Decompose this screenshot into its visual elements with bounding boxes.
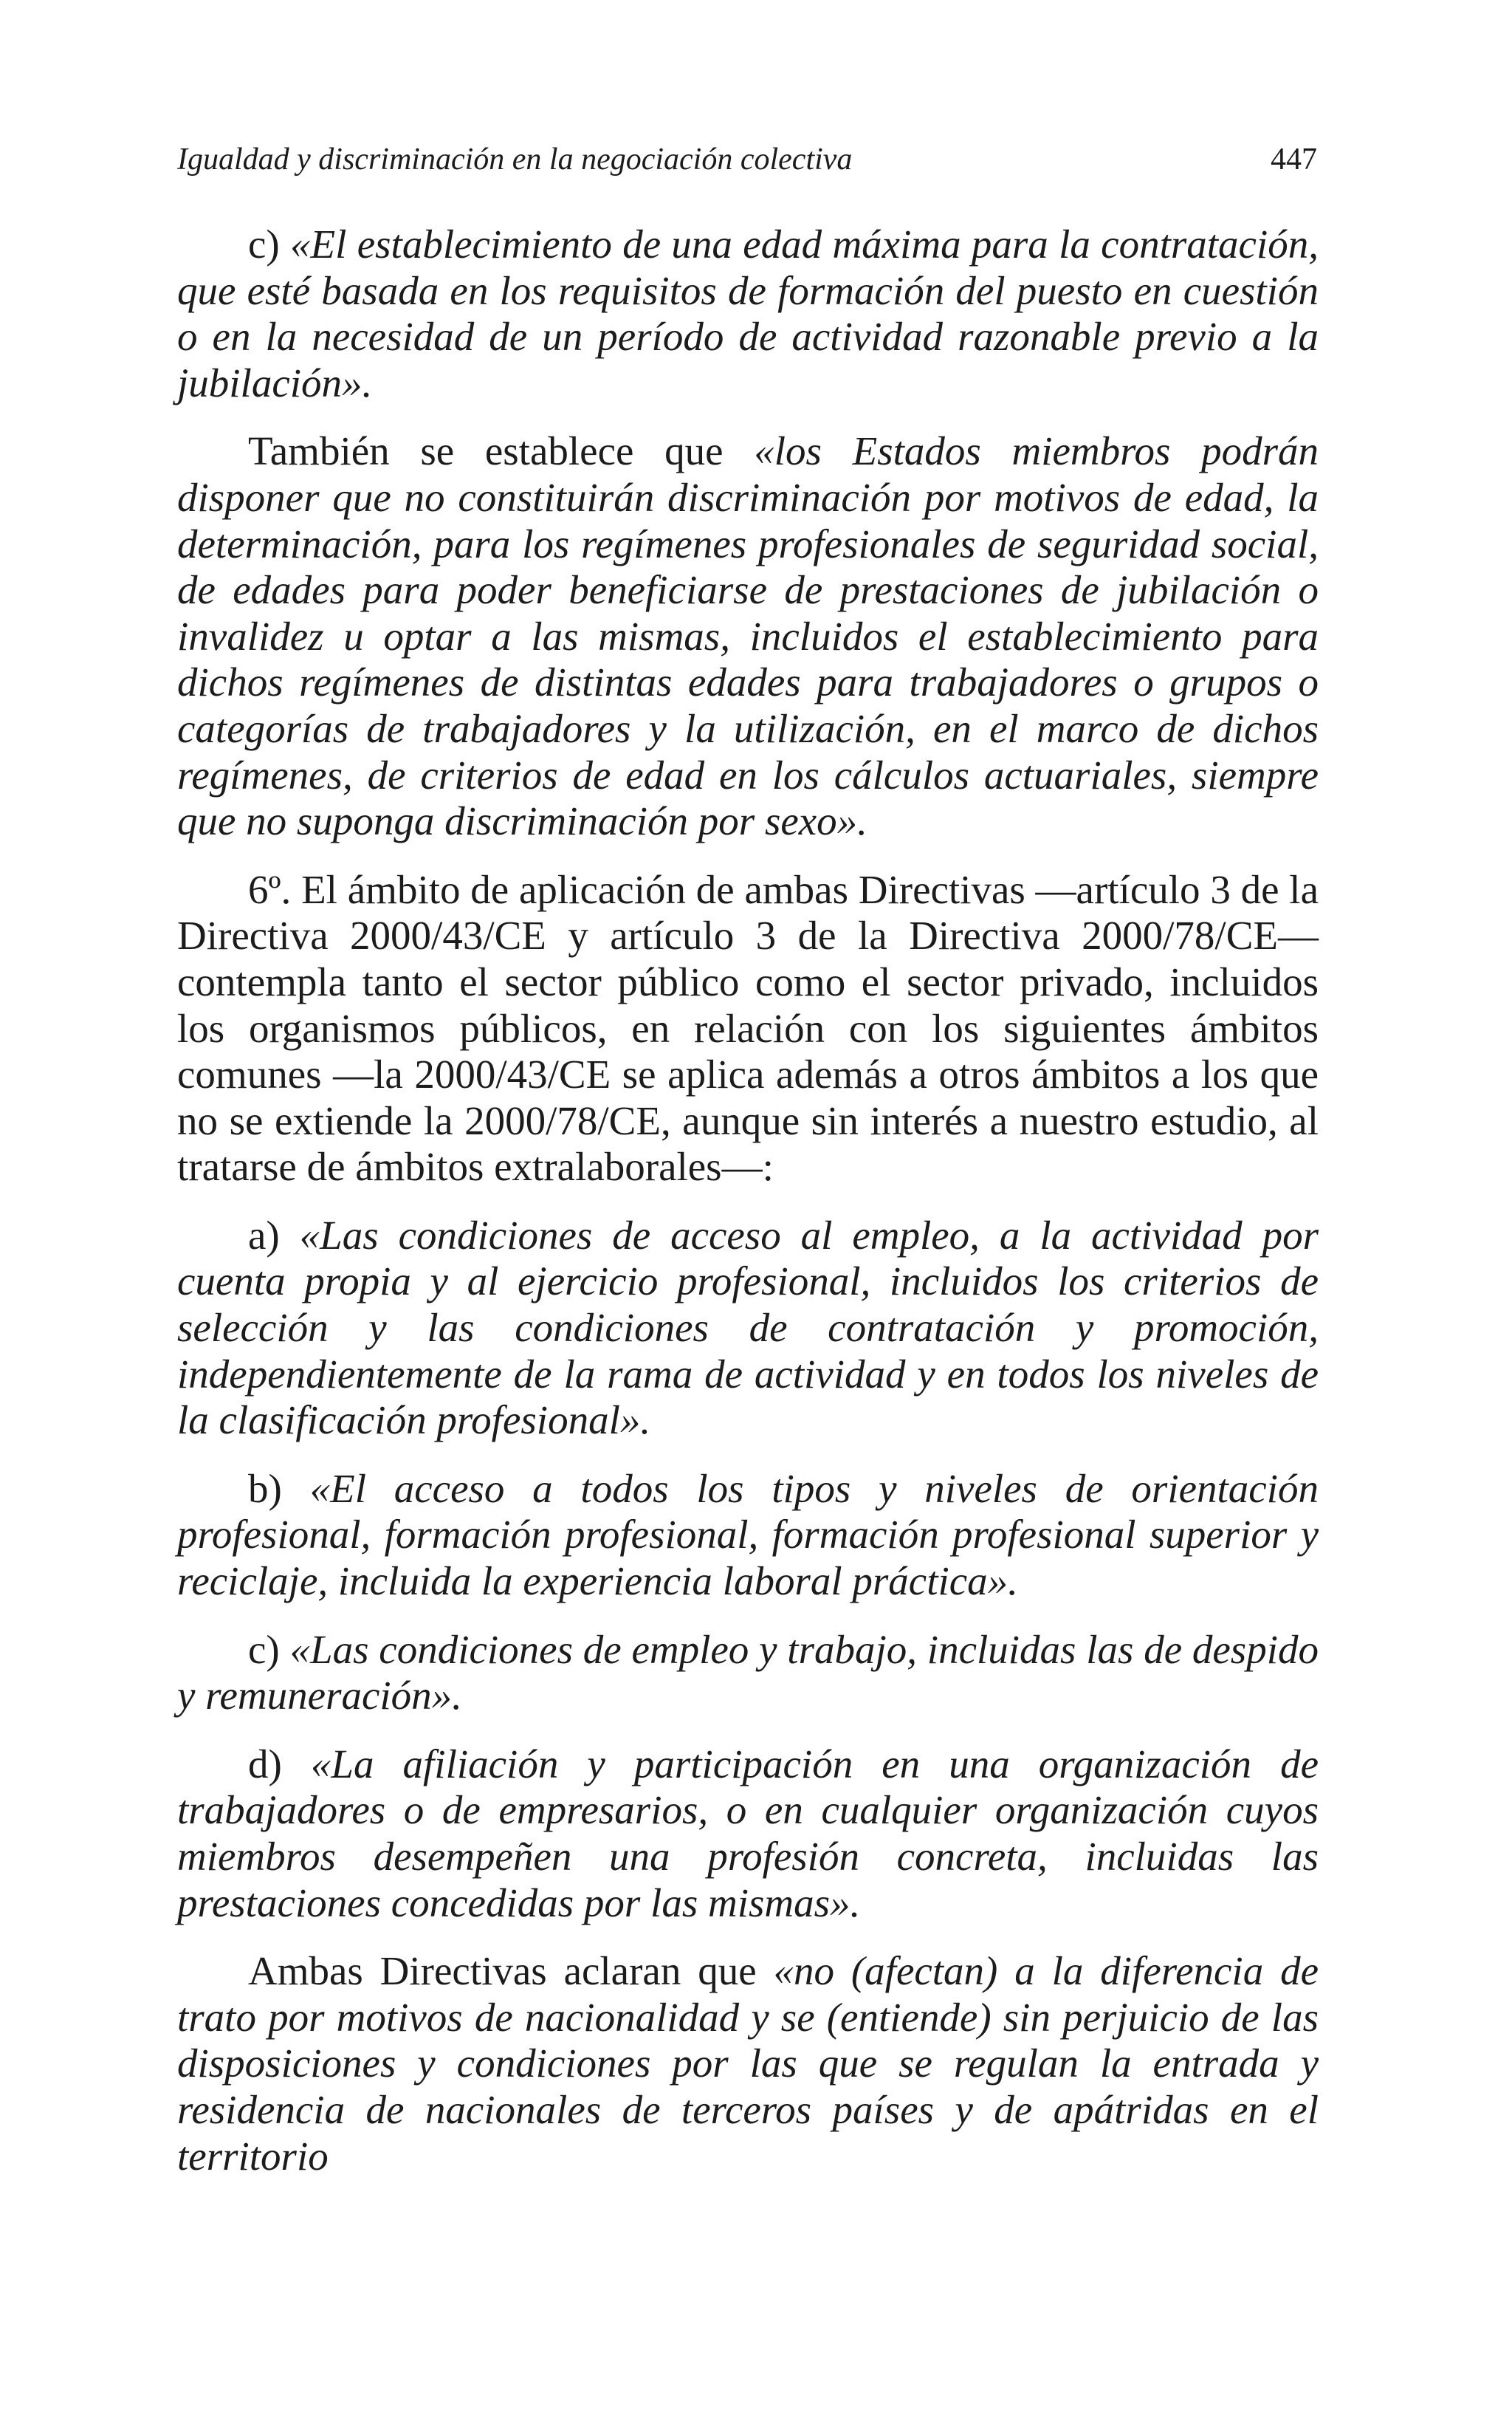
paragraph-item-a xyxy=(177,1213,1319,1444)
paragraph-item-d xyxy=(177,1741,1319,1926)
paragraph-lead: b) xyxy=(248,1465,310,1511)
paragraph-item-c xyxy=(177,222,1319,406)
page-number: 447 xyxy=(1271,143,1317,177)
paragraph-quote: «Las condiciones de acceso al empleo, a la actividad por cuenta propia y al ejercicio profesional, incluidos los criterios de selección y las condiciones de contratación y promoción, independientemente de la rama de actividad y en todos los niveles de la clasificación profesional». xyxy=(177,1212,1319,1443)
body-text xyxy=(177,222,1319,2179)
paragraph-closing xyxy=(177,1948,1319,2179)
paragraph-lead: Ambas Directivas aclaran que xyxy=(248,1948,774,1994)
paragraph-scope xyxy=(177,867,1319,1190)
paragraph-quote: «El acceso a todos los tipos y niveles de orientación profesional, formación profesional, formación profesional superior y reciclaje, incluida la experiencia laboral práctica». xyxy=(177,1465,1319,1604)
paragraph-lead: 6º. El ámbito de aplicación de ambas Directivas —artículo 3 de la Directiva 2000/43/CE y artículo 3 de la Directiva 2000/78/CE— contempla tanto el sector público como el sector privado, incluidos los organismos públicos, en relación con los siguientes ámbitos comunes —la 2000/43/CE se aplica además a otros ámbitos a los que no se extiende la 2000/78/CE, aunque sin interés a nuestro estudio, al tratarse de ámbitos extralaborales—: xyxy=(177,866,1319,1190)
paragraph-lead: d) xyxy=(248,1741,311,1786)
paragraph-quote: «Las condiciones de empleo y trabajo, incluidas las de despido y remuneración». xyxy=(177,1626,1319,1719)
paragraph-age-regimes xyxy=(177,428,1319,844)
paragraph-quote: «La afiliación y participación en una organización de trabajadores o de empresarios, o en cualquier organización cuyos miembros desempeñen una profesión concreta, incluidas las prestaciones concedidas por las mismas». xyxy=(177,1741,1319,1925)
paragraph-lead: a) xyxy=(248,1212,300,1258)
paragraph-quote: «los Estados miembros podrán disponer que no constituirán discriminación por motivos de edad, la determinación, para los regímenes profesionales de seguridad social, de edades para poder beneficiarse de prestaciones de jubilación o invalidez u optar a las mismas, incluidos el establecimiento para dichos regímenes de distintas edades para trabajadores o grupos o categorías de trabajadores y la utilización, en el marco de dichos regímenes, de criterios de edad en los cálculos actuariales, siempre que no suponga discriminación por sexo». xyxy=(177,428,1319,844)
running-title: Igualdad y discriminación en la negociación colectiva xyxy=(177,143,853,177)
book-page xyxy=(177,0,1319,2412)
paragraph-lead: c) xyxy=(248,1626,290,1672)
paragraph-quote: «El establecimiento de una edad máxima para la contratación, que esté basada en los requisitos de formación del puesto en cuestión o en la necesidad de un período de actividad razonable previo a la jubilación». xyxy=(177,222,1319,405)
paragraph-lead: También se establece que xyxy=(248,428,755,474)
paragraph-item-c2 xyxy=(177,1627,1319,1719)
paragraph-item-b xyxy=(177,1466,1319,1605)
paragraph-lead: c) xyxy=(248,222,291,267)
running-head xyxy=(177,137,1319,182)
paragraph-quote: «no (afectan) a la diferencia de trato por motivos de nacionalidad y se (entiende) sin perjuicio de las disposiciones y condiciones por las que se regulan la entrada y residencia de nacionales de terceros países y de apátridas en el territorio xyxy=(177,1948,1319,2179)
